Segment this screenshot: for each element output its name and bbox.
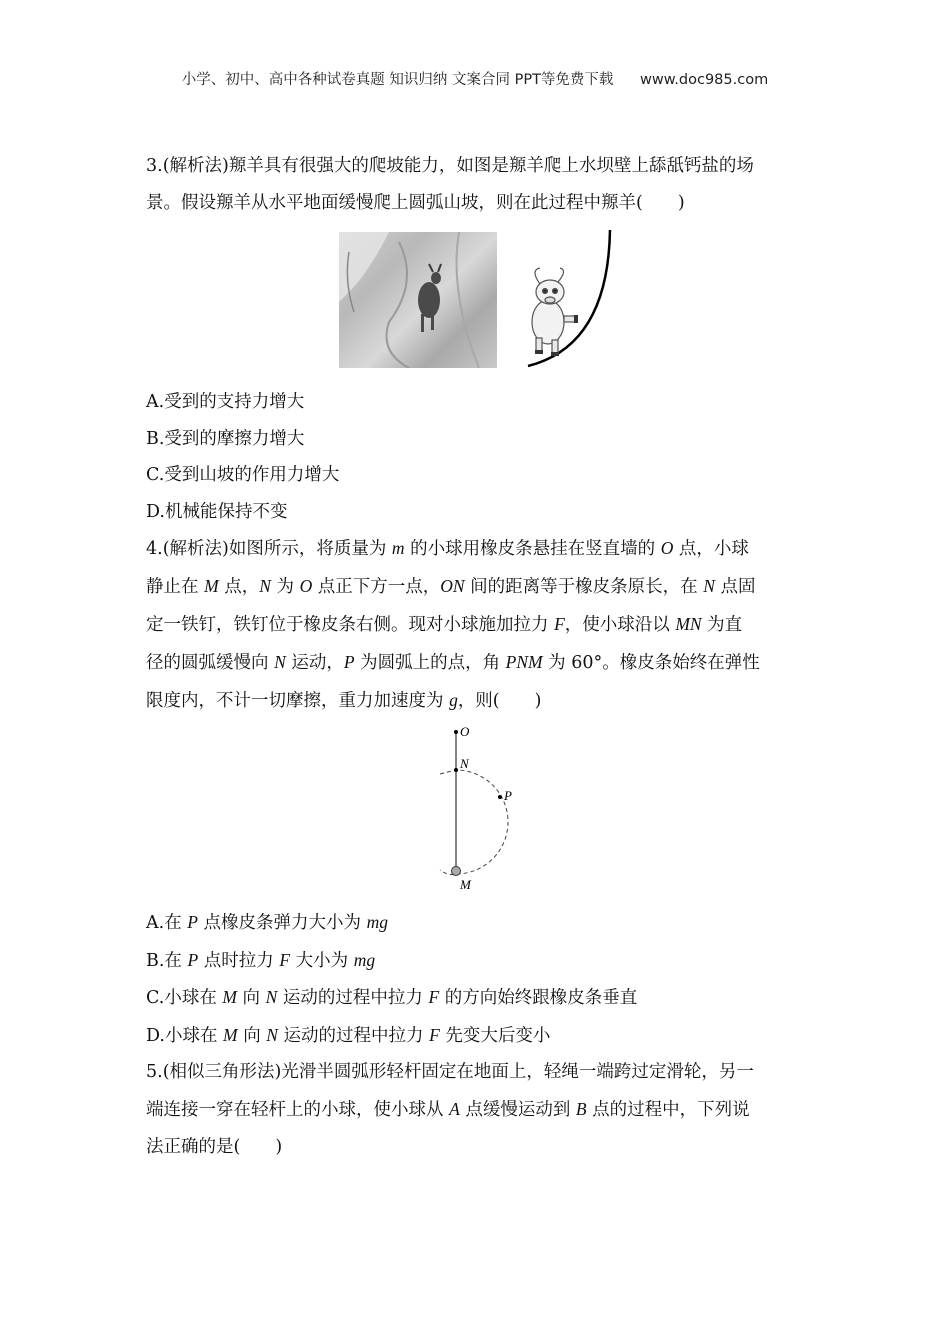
q3-option-b: B.受到的摩擦力增大 [146, 428, 305, 449]
page-header [0, 68, 950, 89]
q4-figure [146, 726, 808, 896]
goat-photo [339, 232, 497, 368]
q3-stem-line1: 3.(解析法)羱羊具有很强大的爬坡能力，如图是羱羊爬上水坝壁上舔舐钙盐的场 [146, 156, 754, 176]
page-content [146, 148, 808, 1166]
q3-figures [146, 232, 808, 370]
label-m: M [460, 877, 471, 892]
goat-on-arc-illustration [518, 226, 618, 368]
q4-option-c: C.小球在 M 向 N 运动的过程中拉力 F 的方向始终跟橡皮条垂直 [146, 987, 638, 1008]
q4-option-b: B.在 P 点时拉力 F 大小为 mg [146, 949, 376, 971]
q4-option-a: A.在 P 点橡皮条弹力大小为 mg [146, 912, 388, 933]
q5-stem-line3: 法正确的是( ) [146, 1137, 283, 1157]
q3-option-d: D.机械能保持不变 [146, 501, 288, 522]
q4-option-d: D.小球在 M 向 N 运动的过程中拉力 F 先变大后变小 [146, 1024, 551, 1046]
header-text: 小学、初中、高中各种试卷真题 知识归纳 文案合同 PPT等免费下载 [181, 72, 614, 88]
rubber-band-arc-diagram [428, 726, 528, 896]
q3-stem-line2: 景。假设羱羊从水平地面缓慢爬上圆弧山坡，则在此过程中羱羊( ) [146, 193, 685, 213]
goat-cartoon [518, 226, 618, 368]
header-site[interactable]: www.doc985.com [640, 72, 769, 88]
q5-stem-line1: 5.(相似三角形法)光滑半圆弧形轻杆固定在地面上，轻绳一端跨过定滑轮，另一 [146, 1062, 754, 1082]
q5-stem-line2: 端连接一穿在轻杆上的小球，使小球从 A 点缓慢运动到 B 点的过程中，下列说 [146, 1099, 750, 1120]
label-p: P [504, 788, 512, 803]
label-o: O [460, 726, 470, 739]
goat-photo-graphic [339, 232, 497, 368]
q4-stem-line1: 4.(解析法)如图所示，将质量为 m 的小球用橡皮条悬挂在竖直墙的 O 点，小球 [146, 538, 749, 559]
label-n: N [460, 756, 469, 771]
q4-stem-line4: 径的圆弧缓慢向 N 运动，P 为圆弧上的点，角 PNM 为 60°。橡皮条始终在弹性 [146, 652, 760, 673]
q4-stem-line2: 静止在 M 点，N 为 O 点正下方一点，ON 间的距离等于橡皮条原长，在 N 点固 [146, 576, 756, 597]
q4-stem-line5: 限度内，不计一切摩擦，重力加速度为 g，则( ) [146, 690, 542, 711]
q3-option-c: C.受到山坡的作用力增大 [146, 465, 340, 485]
q4-stem-line3: 定一铁钉，铁钉位于橡皮条右侧。现对小球施加拉力 F，使小球沿以 MN 为直 [146, 614, 743, 635]
q3-option-a: A.受到的支持力增大 [146, 392, 305, 412]
